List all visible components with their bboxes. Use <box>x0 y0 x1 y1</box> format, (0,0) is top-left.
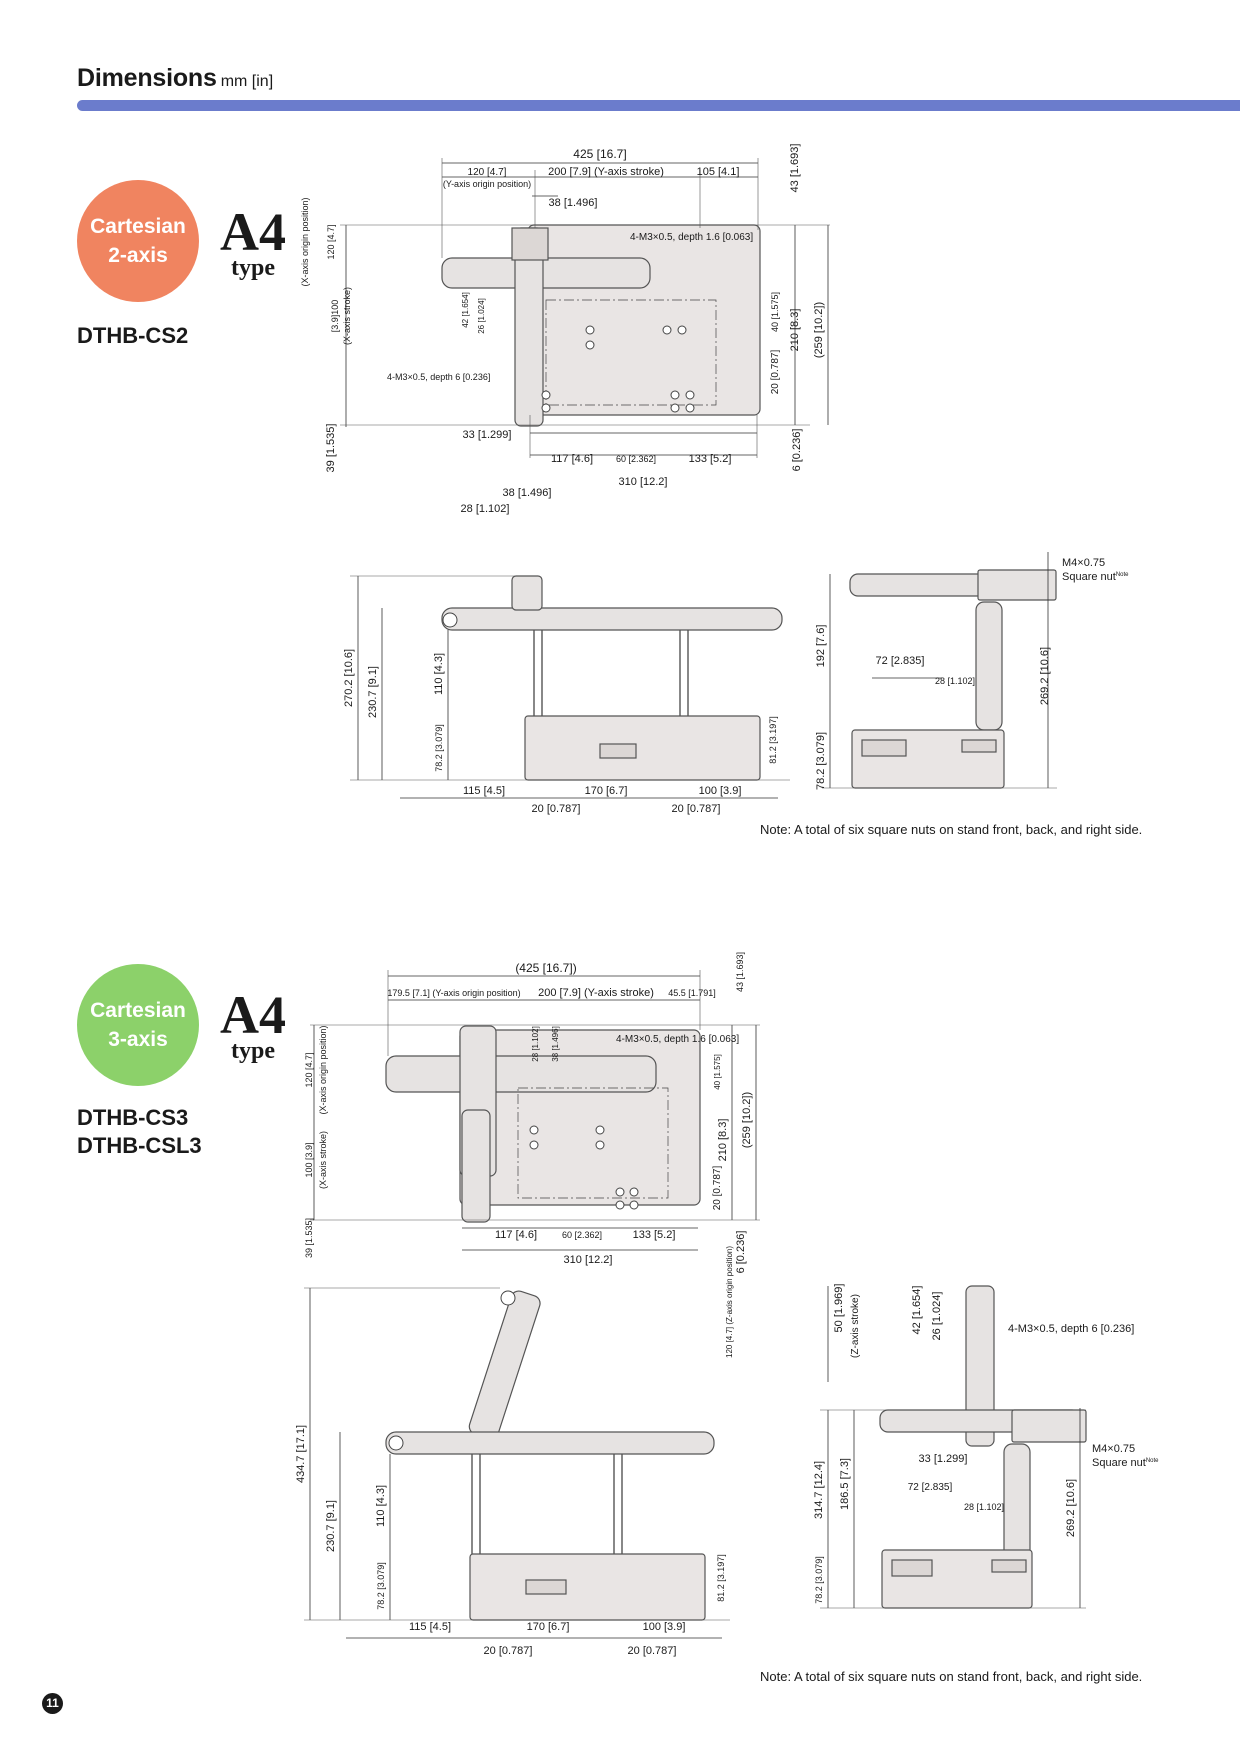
nut-spec: M4×0.75 <box>1092 1443 1136 1455</box>
panel <box>862 740 906 756</box>
dim-26: 26 [1.024] <box>931 1291 943 1341</box>
dim-top-offset: 43 [1.693] <box>789 143 801 193</box>
hole <box>586 326 594 334</box>
carriage <box>1012 1410 1086 1442</box>
dim-z-stroke: (Z-axis stroke) <box>850 1294 861 1358</box>
side-view-drawing-3axis <box>725 1245 1196 1622</box>
nut-spec: M4×0.75 <box>1062 557 1106 569</box>
dim-310: 310 [12.2] <box>618 476 668 488</box>
y-axis-rail <box>442 608 782 630</box>
hole <box>686 391 694 399</box>
dim-33: 33 [1.299] <box>462 429 512 441</box>
dim-133: 133 [5.2] <box>632 1229 676 1241</box>
dim-tap-top: 4-M3×0.5, depth 1.6 [0.063] <box>630 232 754 243</box>
controller-base <box>470 1554 705 1620</box>
dim-170: 170 [6.7] <box>526 1621 570 1633</box>
dim-42: 42 [1.654] <box>911 1285 923 1335</box>
badge-line1: Cartesian <box>90 999 186 1022</box>
dim-269: 269.2 [10.6] <box>1039 646 1051 706</box>
page-number: 11 <box>42 1693 63 1714</box>
hole <box>686 404 694 412</box>
dim-tap-side: 4-M3×0.5, depth 6 [0.236] <box>387 372 491 382</box>
dim-60: 60 [2.362] <box>615 454 657 464</box>
dim-y-stroke: 200 [7.9] (Y-axis stroke) <box>548 166 664 178</box>
dim-39: 39 [1.535] <box>304 1217 314 1259</box>
panel <box>892 1560 932 1576</box>
dim-78: 78.2 [3.079] <box>814 1556 824 1604</box>
dim-20b: 20 [0.787] <box>671 803 721 815</box>
hole <box>630 1188 638 1196</box>
hole <box>542 404 550 412</box>
dim-40: 40 [1.575] <box>770 291 780 333</box>
hole <box>542 391 550 399</box>
model-name: DTHB-CSL3 <box>77 1133 202 1158</box>
dim-115: 115 [4.5] <box>409 1621 451 1633</box>
end-cap <box>389 1436 403 1450</box>
hole <box>678 326 686 334</box>
nut-label <box>1092 1457 1159 1469</box>
dim-78: 78.2 [3.079] <box>815 731 827 791</box>
dim-y-stroke: 200 [7.9] (Y-axis stroke) <box>538 987 654 999</box>
badge-line2: 2-axis <box>108 244 168 267</box>
hole <box>530 1141 538 1149</box>
dim-192: 192 [7.6] <box>815 624 827 668</box>
dim-20a: 20 [0.787] <box>483 1645 533 1657</box>
dim-28: 28 [1.102] <box>460 503 510 515</box>
dim-270: 270.2 [10.6] <box>343 648 355 708</box>
dim-y-origin: 179.5 [7.1] (Y-axis origin position) <box>387 988 521 998</box>
dim-right-offset: 105 [4.1] <box>696 166 740 178</box>
y-axis-rail <box>386 1432 714 1454</box>
dim-110: 110 [4.3] <box>433 653 445 695</box>
dim-110: 110 [4.3] <box>375 1485 387 1527</box>
page-header <box>77 64 273 93</box>
nut-label <box>1062 571 1129 583</box>
front-view-drawing-2axis <box>343 487 790 818</box>
dim-230: 230.7 [9.1] <box>325 1500 337 1552</box>
dim-right-offset: 45.5 [1.791] <box>668 988 716 998</box>
dim-20: 20 [0.787] <box>712 1165 723 1211</box>
dim-40: 40 [1.575] <box>713 1054 722 1090</box>
badge-cartesian-2-axis <box>77 180 199 302</box>
dim-81: 81.2 [3.197] <box>716 1554 726 1602</box>
dim-170: 170 [6.7] <box>584 785 628 797</box>
hole <box>671 391 679 399</box>
hole <box>586 341 594 349</box>
model-name: DTHB-CS3 <box>77 1105 189 1130</box>
dim-20: 20 [0.787] <box>770 349 781 395</box>
carriage <box>512 228 548 260</box>
dim-overall-width: (425 [16.7]) <box>515 961 577 975</box>
controller-base <box>852 730 1004 788</box>
z-axis-column <box>462 1110 490 1222</box>
model-name: DTHB-CS2 <box>77 323 189 348</box>
dim-117: 117 [4.6] <box>495 1229 537 1241</box>
carriage <box>978 570 1056 600</box>
dim-42: 42 [1.654] <box>461 292 470 328</box>
dim-72: 72 [2.835] <box>907 1482 953 1493</box>
dim-314: 314.7 [12.4] <box>813 1460 825 1520</box>
nut-label-sup: Note <box>1115 572 1129 578</box>
dim-28: 28 [1.102] <box>934 676 976 686</box>
dim-310: 310 [12.2] <box>563 1254 613 1266</box>
dim-115: 115 [4.5] <box>463 785 505 797</box>
dim-28: 28 [1.102] <box>963 1502 1005 1512</box>
hole <box>596 1141 604 1149</box>
dim-y-origin-label: (Y-axis origin position) <box>442 179 532 189</box>
dim-117: 117 [4.6] <box>551 453 593 465</box>
vent-grille <box>526 1580 566 1594</box>
end-cap <box>443 613 457 627</box>
dim-38: 38 [1.496] <box>551 1026 560 1062</box>
dim-20b: 20 [0.787] <box>627 1645 677 1657</box>
dim-78: 78.2 [3.079] <box>376 1562 386 1610</box>
dim-x-stroke: [3.9]100 <box>330 299 340 333</box>
hole <box>616 1201 624 1209</box>
dim-186: 186.5 [7.3] <box>839 1458 851 1510</box>
nut-label-text: Square nut <box>1092 1457 1146 1469</box>
note-text: Note: A total of six square nuts on stand front, back, and right side. <box>760 822 1143 837</box>
type-block <box>220 985 286 1064</box>
header-bar <box>77 100 1240 111</box>
stand-column <box>976 602 1002 730</box>
dim-x-origin: 120 [4.7] <box>326 224 336 260</box>
dim-210: 210 [8.3] <box>789 308 801 352</box>
type-word: type <box>231 1038 275 1064</box>
nut-label-text: Square nut <box>1062 571 1116 583</box>
dim-259: (259 [10.2]) <box>741 1091 753 1149</box>
dim-overall-width: 425 [16.7] <box>573 147 627 161</box>
dim-x-stroke: 100 [3.9] <box>304 1142 314 1178</box>
base-plate <box>528 225 760 415</box>
hole <box>530 1126 538 1134</box>
z-axis-column <box>467 1289 542 1441</box>
dim-tap: 4-M3×0.5, depth 6 [0.236] <box>1008 1323 1135 1335</box>
controller-base <box>882 1550 1032 1608</box>
carriage-head <box>512 576 542 610</box>
hole <box>630 1201 638 1209</box>
dim-434: 434.7 [17.1] <box>295 1424 307 1484</box>
nut-label-sup: Note <box>1145 1458 1159 1464</box>
dim-50: 50 [1.969] <box>833 1283 845 1333</box>
type-block <box>220 202 286 281</box>
dim-26: 26 [1.024] <box>477 298 486 334</box>
side-view-drawing-2axis <box>812 557 1172 791</box>
dim-tap-top: 4-M3×0.5, depth 1.6 [0.063] <box>616 1034 740 1045</box>
dim-6: 6 [0.236] <box>791 428 803 472</box>
dim-81: 81.2 [3.197] <box>768 716 778 764</box>
type-code: A4 <box>220 985 286 1045</box>
dim-39: 39 [1.535] <box>325 423 337 473</box>
type-word: type <box>231 255 275 281</box>
top-view-drawing-2axis <box>300 140 860 500</box>
dim-133: 133 [5.2] <box>688 453 732 465</box>
panel <box>962 740 996 752</box>
dim-269: 269.2 [10.6] <box>1065 1478 1077 1538</box>
dim-210: 210 [8.3] <box>717 1118 729 1162</box>
dim-x-stroke-label: (X-axis stroke) <box>342 286 352 346</box>
note-text: Note: A total of six square nuts on stand front, back, and right side. <box>760 1669 1143 1684</box>
dim-38: 38 [1.496] <box>502 487 552 499</box>
dim-top-offset: 43 [1.693] <box>735 951 745 993</box>
dim-100: 100 [3.9] <box>642 1621 686 1633</box>
front-view-drawing-3axis <box>295 1284 750 1674</box>
type-code: A4 <box>220 202 286 262</box>
top-view-drawing-3axis <box>304 951 800 1280</box>
end-cap <box>501 1291 515 1305</box>
dim-x-origin-label: (X-axis origin position) <box>300 197 310 287</box>
dim-x-stroke-label: (X-axis stroke) <box>318 1130 328 1190</box>
hole <box>663 326 671 334</box>
controller-base <box>525 716 760 780</box>
y-axis-rail <box>442 258 650 288</box>
dim-x-origin-label: (X-axis origin position) <box>318 1025 328 1115</box>
hole <box>616 1188 624 1196</box>
dim-x-origin: 120 [4.7] <box>304 1052 314 1088</box>
dim-78: 78.2 [3.079] <box>434 724 444 772</box>
dim-z-origin: 120 [4.7] (Z-axis origin position) <box>725 1245 734 1358</box>
dim-100: 100 [3.9] <box>698 785 742 797</box>
vent-grille <box>600 744 636 758</box>
hole <box>596 1126 604 1134</box>
panel <box>992 1560 1026 1572</box>
dim-33: 33 [1.299] <box>918 1453 968 1465</box>
y-axis-rail <box>386 1056 656 1092</box>
dim-72: 72 [2.835] <box>875 655 925 667</box>
dim-y-origin: 120 [4.7] <box>467 167 507 178</box>
dim-20a: 20 [0.787] <box>531 803 581 815</box>
page-title: Dimensions <box>77 64 217 92</box>
badge-line1: Cartesian <box>90 215 186 238</box>
dim-259: (259 [10.2]) <box>813 301 825 359</box>
dim-head-width: 38 [1.496] <box>548 197 598 209</box>
dim-28: 28 [1.102] <box>531 1026 540 1062</box>
page-unit: mm [in] <box>220 73 274 90</box>
badge-cartesian-3-axis <box>77 964 199 1086</box>
hole <box>671 404 679 412</box>
dim-60: 60 [2.362] <box>561 1230 603 1240</box>
badge-line2: 3-axis <box>108 1028 168 1051</box>
dim-230: 230.7 [9.1] <box>367 666 379 718</box>
dim-6: 6 [0.236] <box>735 1230 747 1274</box>
